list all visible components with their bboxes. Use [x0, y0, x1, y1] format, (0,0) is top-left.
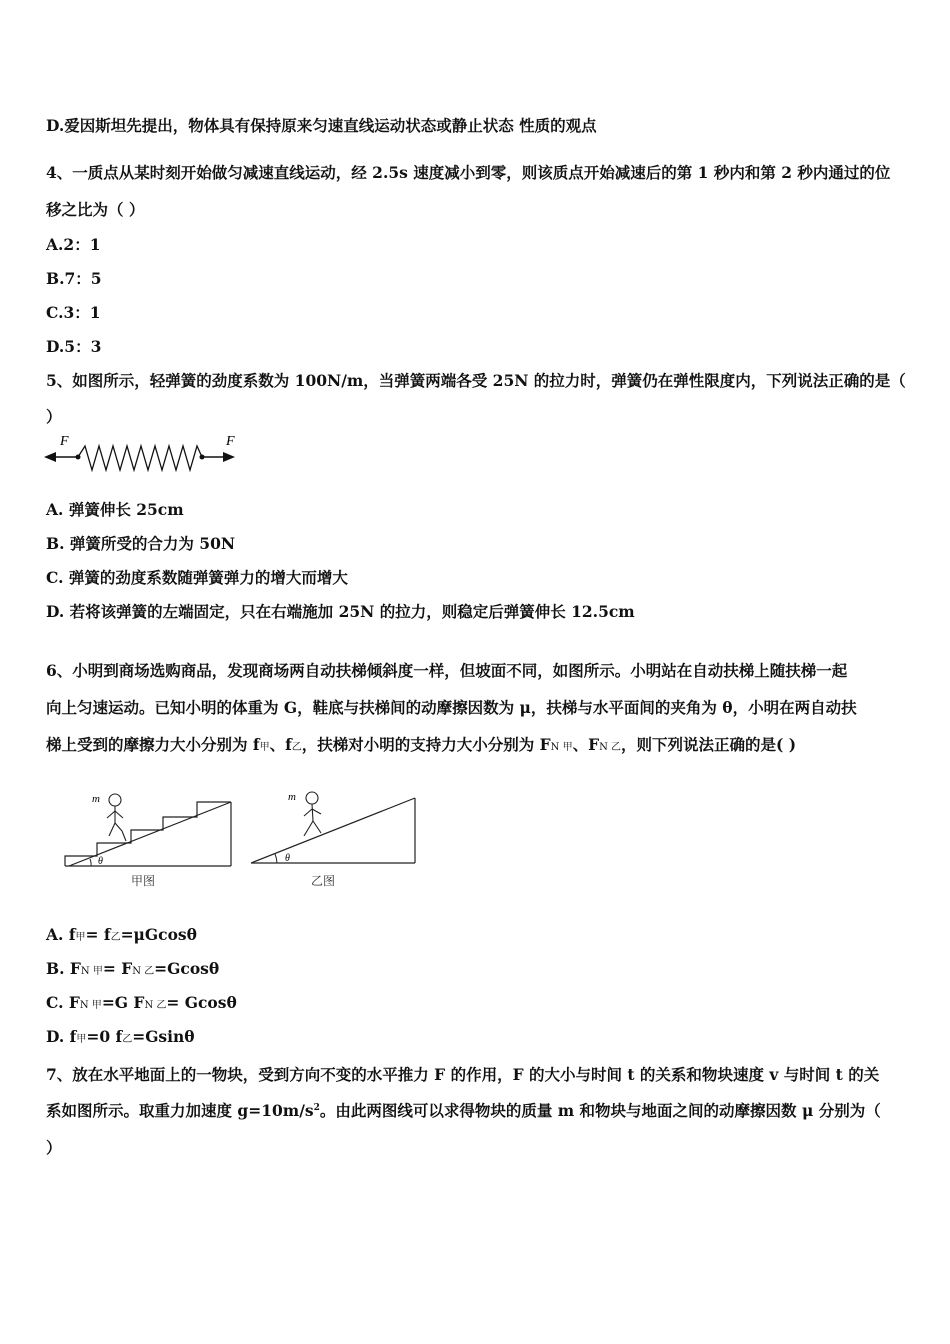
q5-option-b: B. 弹簧所受的合力为 50N — [46, 534, 236, 553]
q6-l3-a: 梯上受到的摩擦力大小分别为 f — [46, 735, 260, 754]
q6-a-sub2: 乙 — [110, 932, 121, 943]
q6-stem-line1: 6、小明到商场选购商品，发现商场两自动扶梯倾斜度一样，但坡面不同，如图所示。小明站在自动扶梯上随扶梯一起 — [46, 661, 848, 680]
left-force-label: F — [60, 434, 69, 449]
q3-option-d: D.爱因斯坦先提出，物体具有保持原来匀速直线运动状态或静止状态 性质的观点 — [46, 116, 597, 135]
q6-d-sub2: 乙 — [122, 1034, 133, 1045]
mass-label-left: m — [92, 793, 100, 805]
q6-l3-c: ，扶梯对小明的支持力大小分别为 F — [301, 735, 551, 754]
angle-label-left: θ — [98, 856, 103, 867]
q6-l3-d: 、F — [572, 735, 600, 754]
q4-option-b: B.7：5 — [46, 269, 102, 288]
q5-option-a: A. 弹簧伸长 25cm — [46, 500, 184, 519]
q4-stem-line2: 移之比为（ ） — [46, 200, 145, 219]
q4-stem-line1: 4、一质点从某时刻开始做匀减速直线运动，经 2.5s 速度减小到零，则该质点开始减速后的第 1 秒内和第 2 秒内通过的位 — [46, 163, 891, 182]
q6-a-part1: A. f — [46, 925, 76, 944]
q6-sub-n-yi: N 乙 — [599, 742, 622, 753]
person-figure-right — [304, 792, 321, 836]
q7-l2-b: 。由此两图线可以求得物块的质量 m 和物块与地面之间的动摩擦因数 μ 分别为（ — [319, 1101, 881, 1120]
q6-option-c — [46, 993, 237, 1012]
q6-c-sub1: N 甲 — [79, 1000, 102, 1011]
q6-d-part2: =0 f — [86, 1027, 123, 1046]
q6-stem-line3 — [46, 733, 796, 755]
q4-option-a: A.2：1 — [46, 235, 101, 254]
q6-b-sub2: N 乙 — [132, 966, 155, 977]
q6-option-b — [46, 959, 219, 978]
q5-option-c: C. 弹簧的劲度系数随弹簧弹力的增大而增大 — [46, 568, 348, 587]
q7-l2-a: 系如图所示。取重力加速度 g=10m/s — [46, 1101, 314, 1120]
q6-d-part3: =Gsinθ — [132, 1027, 195, 1046]
q4-option-d: D.5：3 — [46, 337, 102, 356]
q6-b-part2: = F — [102, 959, 133, 978]
q4-option-c: C.3：1 — [46, 303, 101, 322]
q6-c-part2: =G F — [101, 993, 145, 1012]
q6-option-a — [46, 925, 197, 944]
mass-label-right: m — [288, 791, 296, 803]
escalator-figure — [55, 785, 425, 895]
q7-stem-line1: 7、放在水平地面上的一物块，受到方向不变的水平推力 F 的作用，F 的大小与时间 t 的关系和物块速度 v 与时间 t 的关 — [46, 1065, 880, 1084]
q6-a-part3: =μGcosθ — [120, 925, 197, 944]
q5-stem-line1: 5、如图所示，轻弹簧的劲度系数为 100N/m，当弹簧两端各受 25N 的拉力时，弹簧仍在弹性限度内，下列说法正确的是（ — [46, 371, 906, 390]
q6-sub-n-jia: N 甲 — [550, 742, 573, 753]
spring-figure — [40, 430, 245, 480]
q6-a-sub1: 甲 — [75, 932, 86, 943]
escalator-stepped — [65, 802, 231, 866]
q6-b-sub1: N 甲 — [80, 966, 103, 977]
right-force-label: F — [226, 434, 235, 449]
q6-c-sub2: N 乙 — [144, 1000, 167, 1011]
q6-a-part2: = f — [85, 925, 111, 944]
q6-c-part3: = Gcosθ — [166, 993, 237, 1012]
person-figure-left — [107, 794, 126, 841]
q7-sup: 2 — [313, 1102, 320, 1113]
q6-d-part1: D. f — [46, 1027, 77, 1046]
caption-right: 乙图 — [311, 874, 336, 888]
q6-c-part1: C. F — [46, 993, 80, 1012]
escalator-smooth — [251, 798, 415, 863]
angle-label-right: θ — [285, 853, 290, 864]
q6-sub-yi: 乙 — [291, 742, 302, 753]
q7-stem-line2 — [46, 1099, 881, 1121]
q6-d-sub1: 甲 — [76, 1034, 87, 1045]
caption-left: 甲图 — [131, 874, 156, 888]
q6-b-part3: =Gcosθ — [154, 959, 220, 978]
q6-l3-e: ，则下列说法正确的是( ) — [621, 735, 797, 754]
q5-option-d: D. 若将该弹簧的左端固定，只在右端施加 25N 的拉力，则稳定后弹簧伸长 12.5cm — [46, 602, 635, 621]
q6-sub-jia: 甲 — [259, 742, 270, 753]
q6-stem-line2: 向上匀速运动。已知小明的体重为 G，鞋底与扶梯间的动摩擦因数为 μ，扶梯与水平面间的夹角为 θ，小明在两自动扶 — [46, 698, 857, 717]
q6-l3-b: 、f — [269, 735, 292, 754]
q5-stem-line2: ） — [46, 407, 62, 426]
q6-option-d — [46, 1027, 195, 1046]
q6-b-part1: B. F — [46, 959, 81, 978]
q7-stem-line3: ） — [46, 1138, 62, 1157]
